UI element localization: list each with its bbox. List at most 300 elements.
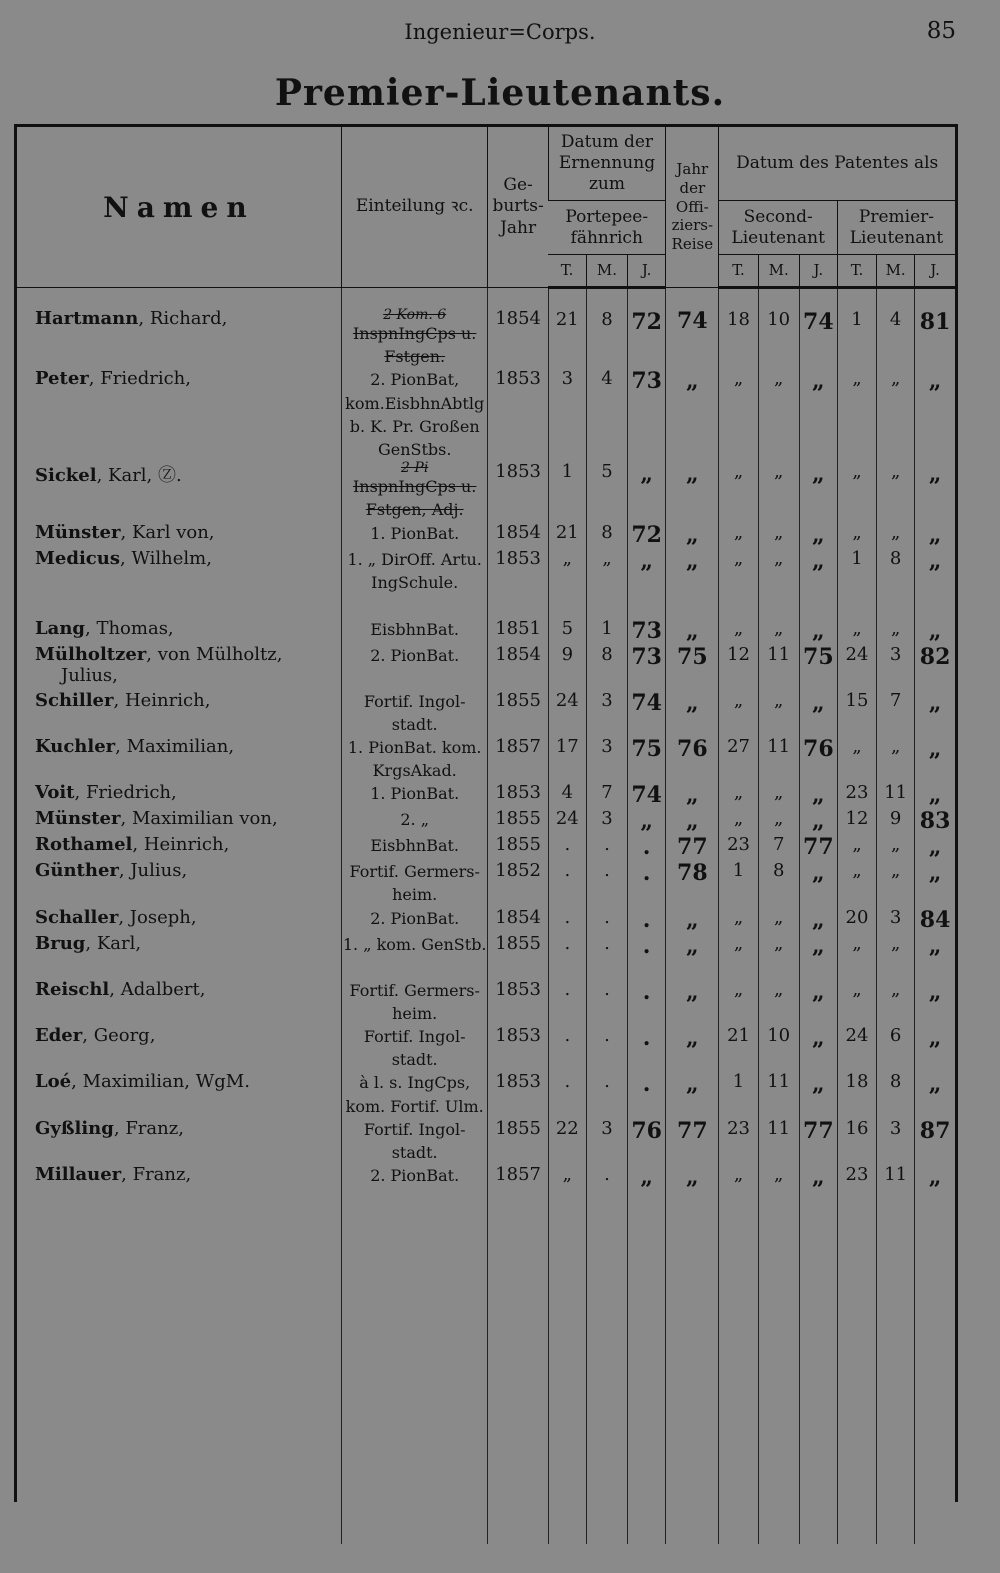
second-lt-month-cell: 11: [758, 1118, 799, 1164]
officer-exam-year-cell: „: [666, 979, 719, 1025]
premier-lt-day-cell: 15: [837, 690, 876, 736]
portepee-year-cell: 75: [628, 736, 666, 782]
officer-firstname: Heinrich,: [143, 834, 230, 856]
officer-surname: Hartmann: [35, 308, 139, 329]
birth-year-cell: 1854: [488, 644, 548, 690]
premier-lt-year-cell: „: [915, 522, 955, 548]
birth-year-cell: 1853: [488, 782, 548, 808]
second-lt-day-cell: 18: [719, 288, 758, 369]
premier-lt-month-cell: 6: [877, 1025, 915, 1071]
officer-surname: Eder: [35, 1025, 83, 1046]
portepee-day-cell: 24: [548, 808, 586, 834]
unit-cell: à l. s. IngCps, kom. Fortif. Ulm.: [341, 1071, 488, 1117]
empty-cell: [488, 1194, 548, 1544]
second-lt-month-cell: „: [758, 548, 799, 618]
portepee-month-cell: .: [586, 834, 627, 860]
second-lt-day-cell: 12: [719, 644, 758, 690]
officer-name-cell: Mülholtzer, von Mülholtz, Julius,: [17, 644, 341, 690]
premier-lt-year-cell: „: [915, 979, 955, 1025]
officer-firstname: Friedrich,: [100, 368, 192, 390]
officer-exam-year-cell: 78: [666, 860, 719, 906]
portepee-month-cell: 4: [586, 368, 627, 461]
birth-year-cell: 1855: [488, 834, 548, 860]
second-lt-month-cell: 11: [758, 1071, 799, 1117]
birth-year-cell: 1853: [488, 979, 548, 1025]
running-head: Ingenieur=Corps.: [404, 20, 596, 44]
premier-lt-year-cell: 87: [915, 1118, 955, 1164]
second-lt-month-cell: „: [758, 690, 799, 736]
officer-surname: Voit: [35, 782, 75, 804]
officer-exam-year-cell: 76: [666, 736, 719, 782]
unit-cell: EisbhnBat.: [341, 618, 488, 644]
portepee-year-cell: 73: [628, 618, 666, 644]
second-lt-year-cell: 74: [799, 288, 837, 369]
empty-cell: [628, 1194, 666, 1544]
premier-lt-year-cell: „: [915, 834, 955, 860]
table-row-17: [17, 1025, 955, 1071]
portepee-year-cell: .: [628, 933, 666, 979]
portepee-year-cell: 72: [628, 288, 666, 369]
premier-lt-day-cell: 20: [837, 907, 876, 933]
second-lt-day-cell: 1: [719, 860, 758, 906]
unit-cell: 1. PionBat.: [341, 782, 488, 808]
empty-filler-row: [17, 1194, 955, 1544]
table-row-16: [17, 979, 955, 1025]
unit-cell: 2. PionBat.: [341, 1164, 488, 1194]
officer-firstname: Maximilian,: [126, 735, 235, 757]
officer-surname: Mülholtzer: [35, 643, 147, 665]
officer-name-cell: Hartmann, Richard,: [35, 308, 228, 329]
premier-lt-day-cell: 24: [837, 644, 876, 690]
officer-name-cell: Kuchler, Maximilian,: [35, 735, 235, 757]
officer-exam-year-cell: „: [666, 782, 719, 808]
second-lt-year-cell: „: [799, 618, 837, 644]
premier-lt-month-cell: 8: [877, 1071, 915, 1117]
premier-lt-month-cell: 3: [877, 1118, 915, 1164]
unit-cell: 2 Pi InspnIngCps u. Fstgen, Adj.: [341, 461, 488, 521]
portepee-day-cell: .: [548, 834, 586, 860]
unit-cell: Fortif. Ingol-stadt.: [341, 1118, 488, 1164]
officer-surname: Millauer: [35, 1164, 122, 1186]
birth-year-cell: 1851: [488, 618, 548, 644]
second-lt-month-cell: 7: [758, 834, 799, 860]
second-lt-month-cell: „: [758, 618, 799, 644]
portepee-day-cell: 22: [548, 1118, 586, 1164]
premier-lt-month-cell: „: [877, 736, 915, 782]
second-lt-year-cell: 76: [799, 736, 837, 782]
premier-lt-year-cell: „: [915, 782, 955, 808]
register-body: [17, 288, 955, 1545]
second-lt-month-cell: „: [758, 907, 799, 933]
premier-lt-day-cell: 23: [837, 782, 876, 808]
column-header-second-m: M.: [758, 255, 799, 288]
second-lt-month-cell: „: [758, 979, 799, 1025]
officer-name-cell: Schaller, Joseph,: [35, 906, 197, 928]
table-row-5: [17, 548, 955, 618]
second-lt-month-cell: „: [758, 933, 799, 979]
premier-lt-day-cell: „: [837, 522, 876, 548]
column-header-portepee-m: M.: [586, 255, 627, 288]
column-header-premier-lt: Premier-Lieutenant: [837, 201, 955, 255]
second-lt-year-cell: „: [799, 690, 837, 736]
portepee-month-cell: 3: [586, 808, 627, 834]
table-row-13: [17, 860, 955, 906]
second-lt-year-cell: 77: [799, 834, 837, 860]
second-lt-month-cell: 10: [758, 1025, 799, 1071]
premier-lt-year-cell: „: [915, 618, 955, 644]
birth-year-cell: 1855: [488, 933, 548, 979]
unit-cell: 2. PionBat, kom.EisbhnAbtlg b. K. Pr. Großen GenStbs.: [341, 368, 488, 461]
premier-lt-month-cell: „: [877, 368, 915, 461]
premier-lt-day-cell: „: [837, 979, 876, 1025]
portepee-year-cell: .: [628, 1025, 666, 1071]
officer-name-continuation: Julius,: [61, 664, 118, 686]
birth-year-cell: 1853: [488, 461, 548, 521]
table-row-8: [17, 690, 955, 736]
officer-surname: Brug: [35, 932, 86, 954]
empty-cell: [758, 1194, 799, 1544]
portepee-month-cell: „: [586, 548, 627, 618]
officer-name-cell: Münster, Maximilian von,: [35, 808, 278, 830]
portepee-day-cell: 24: [548, 690, 586, 736]
table-row-12: [17, 834, 955, 860]
second-lt-year-cell: „: [799, 1164, 837, 1194]
unit-cell: EisbhnBat.: [341, 834, 488, 860]
empty-cell: [719, 1194, 758, 1544]
portepee-day-cell: 4: [548, 782, 586, 808]
portepee-year-cell: „: [628, 808, 666, 834]
officer-name-cell: Loé, Maximilian, WgM.: [35, 1071, 250, 1093]
handwritten-note: 2 Pi: [401, 461, 429, 477]
unit-cell: Fortif. Germers-heim.: [341, 979, 488, 1025]
unit-cell: Fortif. Germers-heim.: [341, 860, 488, 906]
officer-firstname: Julius,: [130, 860, 188, 882]
officer-surname: Peter: [35, 368, 89, 390]
officer-surname: Sickel: [35, 465, 97, 487]
column-header-second-t: T.: [719, 255, 758, 288]
portepee-day-cell: .: [548, 1025, 586, 1071]
second-lt-day-cell: „: [719, 461, 758, 521]
premier-lt-month-cell: 3: [877, 644, 915, 690]
second-lt-day-cell: 27: [719, 736, 758, 782]
premier-lt-month-cell: 8: [877, 548, 915, 618]
officer-exam-year-cell: „: [666, 548, 719, 618]
portepee-day-cell: 21: [548, 522, 586, 548]
premier-lt-day-cell: 1: [837, 548, 876, 618]
premier-lt-year-cell: „: [915, 461, 955, 521]
table-row-9: [17, 736, 955, 782]
officer-surname: Reischl: [35, 978, 110, 1000]
second-lt-month-cell: „: [758, 1164, 799, 1194]
page-header: [0, 18, 1000, 50]
second-lt-day-cell: „: [719, 368, 758, 461]
second-lt-month-cell: „: [758, 461, 799, 521]
officer-exam-year-cell: „: [666, 1164, 719, 1194]
birth-year-cell: 1857: [488, 736, 548, 782]
premier-lt-day-cell: „: [837, 368, 876, 461]
portepee-month-cell: 3: [586, 690, 627, 736]
officer-exam-year-cell: „: [666, 618, 719, 644]
portepee-month-cell: 7: [586, 782, 627, 808]
portepee-day-cell: „: [548, 548, 586, 618]
officer-exam-year-cell: „: [666, 933, 719, 979]
portepee-month-cell: 8: [586, 644, 627, 690]
premier-lt-year-cell: „: [915, 1071, 955, 1117]
second-lt-month-cell: „: [758, 782, 799, 808]
column-header-second-lt: Second-Lieutenant: [719, 201, 837, 255]
premier-lt-day-cell: „: [837, 461, 876, 521]
portepee-day-cell: 9: [548, 644, 586, 690]
premier-lt-month-cell: 3: [877, 907, 915, 933]
officer-exam-year-cell: „: [666, 690, 719, 736]
birth-year-cell: 1853: [488, 548, 548, 618]
portepee-month-cell: .: [586, 979, 627, 1025]
register-table-frame: [14, 124, 958, 1502]
portepee-day-cell: .: [548, 860, 586, 906]
officer-exam-year-cell: „: [666, 461, 719, 521]
section-title: Premier-Lieutenants.: [274, 72, 726, 114]
officer-name-cell: Gyßling, Franz,: [35, 1117, 184, 1139]
table-row-19: [17, 1118, 955, 1164]
portepee-day-cell: 17: [548, 736, 586, 782]
second-lt-year-cell: „: [799, 548, 837, 618]
second-lt-year-cell: „: [799, 1025, 837, 1071]
unit-cell: Fortif. Ingol-stadt.: [341, 1025, 488, 1071]
portepee-month-cell: 8: [586, 522, 627, 548]
portepee-month-cell: 5: [586, 461, 627, 521]
portepee-year-cell: .: [628, 907, 666, 933]
second-lt-month-cell: 8: [758, 860, 799, 906]
officer-surname: Gyßling: [35, 1117, 114, 1139]
premier-lt-month-cell: „: [877, 461, 915, 521]
officer-exam-year-cell: 74: [666, 288, 719, 369]
second-lt-day-cell: 1: [719, 1071, 758, 1117]
column-header-premier-j: J.: [915, 255, 955, 288]
premier-lt-month-cell: „: [877, 979, 915, 1025]
portepee-day-cell: .: [548, 979, 586, 1025]
officer-name-cell: Günther, Julius,: [35, 860, 188, 882]
premier-lt-year-cell: „: [915, 1025, 955, 1071]
premier-lt-day-cell: „: [837, 860, 876, 906]
premier-lt-year-cell: „: [915, 860, 955, 906]
birth-year-cell: 1857: [488, 1164, 548, 1194]
column-header-premier-t: T.: [837, 255, 876, 288]
second-lt-month-cell: „: [758, 808, 799, 834]
second-lt-day-cell: „: [719, 548, 758, 618]
officer-name-cell: Lang, Thomas,: [35, 617, 174, 639]
second-lt-month-cell: 11: [758, 644, 799, 690]
second-lt-year-cell: „: [799, 860, 837, 906]
portepee-year-cell: .: [628, 979, 666, 1025]
table-row-11: [17, 808, 955, 834]
column-header-premier-m: M.: [877, 255, 915, 288]
officer-surname: Kuchler: [35, 735, 116, 757]
officer-name-cell: Schiller, Heinrich,: [35, 689, 211, 711]
officer-register-table: [17, 127, 955, 1544]
birth-year-cell: 1853: [488, 1071, 548, 1117]
portepee-year-cell: .: [628, 1071, 666, 1117]
empty-cell: [915, 1194, 955, 1544]
unit-cell: 2. PionBat.: [341, 644, 488, 690]
portepee-year-cell: 74: [628, 782, 666, 808]
table-row-15: [17, 933, 955, 979]
portepee-year-cell: 74: [628, 690, 666, 736]
officer-surname: Münster: [35, 521, 121, 543]
premier-lt-month-cell: „: [877, 933, 915, 979]
second-lt-year-cell: „: [799, 368, 837, 461]
officer-name-cell: Eder, Georg,: [35, 1025, 156, 1046]
premier-lt-year-cell: 82: [915, 644, 955, 690]
portepee-day-cell: .: [548, 1071, 586, 1117]
second-lt-day-cell: „: [719, 979, 758, 1025]
officer-name-cell: Brug, Karl,: [35, 932, 142, 954]
officer-exam-year-cell: „: [666, 1071, 719, 1117]
officer-firstname: Karl,: [96, 932, 142, 954]
unit-cell: 1. „ kom. GenStb.: [341, 933, 488, 979]
premier-lt-year-cell: „: [915, 548, 955, 618]
unit-cell: Fortif. Ingol-stadt.: [341, 690, 488, 736]
column-header-einteilung: Einteilung ꝛc.: [341, 127, 488, 288]
officer-surname: Schaller: [35, 906, 119, 928]
premier-lt-day-cell: „: [837, 736, 876, 782]
premier-lt-month-cell: 9: [877, 808, 915, 834]
premier-lt-day-cell: 23: [837, 1164, 876, 1194]
table-row-18: [17, 1071, 955, 1117]
second-lt-year-cell: „: [799, 907, 837, 933]
officer-firstname: Karl von,: [131, 521, 215, 543]
second-lt-day-cell: „: [719, 782, 758, 808]
portepee-day-cell: 21: [548, 288, 586, 369]
premier-lt-month-cell: 11: [877, 1164, 915, 1194]
officer-surname: Medicus: [35, 547, 120, 569]
portepee-year-cell: „: [628, 548, 666, 618]
premier-lt-month-cell: „: [877, 618, 915, 644]
column-header-datum-ernennung: Datum der Ernennung zum: [548, 127, 665, 201]
premier-lt-year-cell: „: [915, 690, 955, 736]
second-lt-day-cell: „: [719, 907, 758, 933]
officer-firstname: Friedrich,: [85, 782, 177, 804]
officer-surname: Schiller: [35, 689, 114, 711]
portepee-month-cell: 1: [586, 618, 627, 644]
officer-exam-year-cell: 77: [666, 1118, 719, 1164]
portepee-month-cell: .: [586, 933, 627, 979]
officer-firstname: Adalbert,: [120, 978, 206, 1000]
table-row-14: [17, 907, 955, 933]
officer-firstname: Franz,: [132, 1164, 192, 1186]
birth-year-cell: 1855: [488, 690, 548, 736]
officer-exam-year-cell: 75: [666, 644, 719, 690]
handwritten-note: 2 Kom. 6: [383, 307, 447, 323]
premier-lt-year-cell: „: [915, 933, 955, 979]
second-lt-year-cell: „: [799, 1071, 837, 1117]
officer-surname: Rothamel: [35, 834, 133, 856]
premier-lt-day-cell: 1: [837, 288, 876, 369]
second-lt-day-cell: 21: [719, 1025, 758, 1071]
second-lt-month-cell: 11: [758, 736, 799, 782]
second-lt-year-cell: „: [799, 522, 837, 548]
portepee-month-cell: .: [586, 1071, 627, 1117]
premier-lt-year-cell: „: [915, 736, 955, 782]
birth-year-cell: 1852: [488, 860, 548, 906]
officer-name-cell: Millauer, Franz,: [35, 1164, 192, 1186]
birth-year-cell: 1853: [488, 368, 548, 461]
portepee-month-cell: .: [586, 907, 627, 933]
second-lt-month-cell: „: [758, 368, 799, 461]
birth-year-cell: 1854: [488, 907, 548, 933]
table-row-6: [17, 618, 955, 644]
column-header-portepee: Portepee-fähnrich: [548, 201, 665, 255]
portepee-year-cell: .: [628, 834, 666, 860]
portepee-day-cell: „: [548, 1164, 586, 1194]
portepee-day-cell: 5: [548, 618, 586, 644]
officer-firstname: Joseph,: [129, 906, 197, 928]
officer-firstname: Richard,: [149, 308, 228, 329]
officer-name-cell: Medicus, Wilhelm,: [35, 547, 212, 569]
second-lt-day-cell: „: [719, 618, 758, 644]
empty-cell: [837, 1194, 876, 1544]
portepee-day-cell: .: [548, 907, 586, 933]
portepee-day-cell: 3: [548, 368, 586, 461]
portepee-month-cell: 3: [586, 736, 627, 782]
birth-year-cell: 1854: [488, 288, 548, 369]
officer-name-cell: Münster, Karl von,: [35, 521, 215, 543]
unit-cell: 1. „ DirOff. Artu. IngSchule.: [341, 548, 488, 618]
officer-surname: Münster: [35, 808, 121, 830]
officer-firstname: Thomas,: [96, 617, 174, 639]
column-header-second-j: J.: [799, 255, 837, 288]
empty-cell: [341, 1194, 488, 1544]
officer-exam-year-cell: „: [666, 808, 719, 834]
premier-lt-month-cell: „: [877, 522, 915, 548]
second-lt-year-cell: „: [799, 808, 837, 834]
premier-lt-year-cell: 83: [915, 808, 955, 834]
officer-name-cell: Peter, Friedrich,: [35, 368, 192, 390]
portepee-year-cell: 73: [628, 368, 666, 461]
column-header-portepee-t: T.: [548, 255, 586, 288]
portepee-year-cell: „: [628, 1164, 666, 1194]
empty-cell: [799, 1194, 837, 1544]
table-row-3: [17, 461, 955, 521]
officer-exam-year-cell: „: [666, 368, 719, 461]
officer-surname: Loé: [35, 1071, 72, 1093]
officer-exam-year-cell: „: [666, 522, 719, 548]
page-number: 85: [926, 18, 956, 44]
premier-lt-day-cell: 18: [837, 1071, 876, 1117]
unit-cell: 1. PionBat.: [341, 522, 488, 548]
portepee-day-cell: 1: [548, 461, 586, 521]
officer-firstname: Franz,: [125, 1117, 184, 1139]
empty-cell: [586, 1194, 627, 1544]
portepee-month-cell: .: [586, 1164, 627, 1194]
table-row-20: [17, 1164, 955, 1194]
portepee-year-cell: 72: [628, 522, 666, 548]
second-lt-day-cell: „: [719, 690, 758, 736]
second-lt-day-cell: 23: [719, 834, 758, 860]
column-header-geburtsjahr: Ge-burts-Jahr: [488, 127, 548, 288]
table-row-1: [17, 288, 955, 369]
officer-firstname: Wilhelm,: [131, 547, 212, 569]
second-lt-month-cell: „: [758, 522, 799, 548]
empty-cell: [666, 1194, 719, 1544]
birth-year-cell: 1855: [488, 1118, 548, 1164]
officer-exam-year-cell: „: [666, 907, 719, 933]
premier-lt-year-cell: 81: [915, 288, 955, 369]
birth-year-cell: 1854: [488, 522, 548, 548]
column-header-jahr-reise: Jahr der Offi-ziers-Reise: [666, 127, 719, 288]
premier-lt-day-cell: 16: [837, 1118, 876, 1164]
officer-name-cell: Sickel, Karl, Ⓩ.: [35, 465, 182, 487]
column-header-portepee-j: J.: [628, 255, 666, 288]
